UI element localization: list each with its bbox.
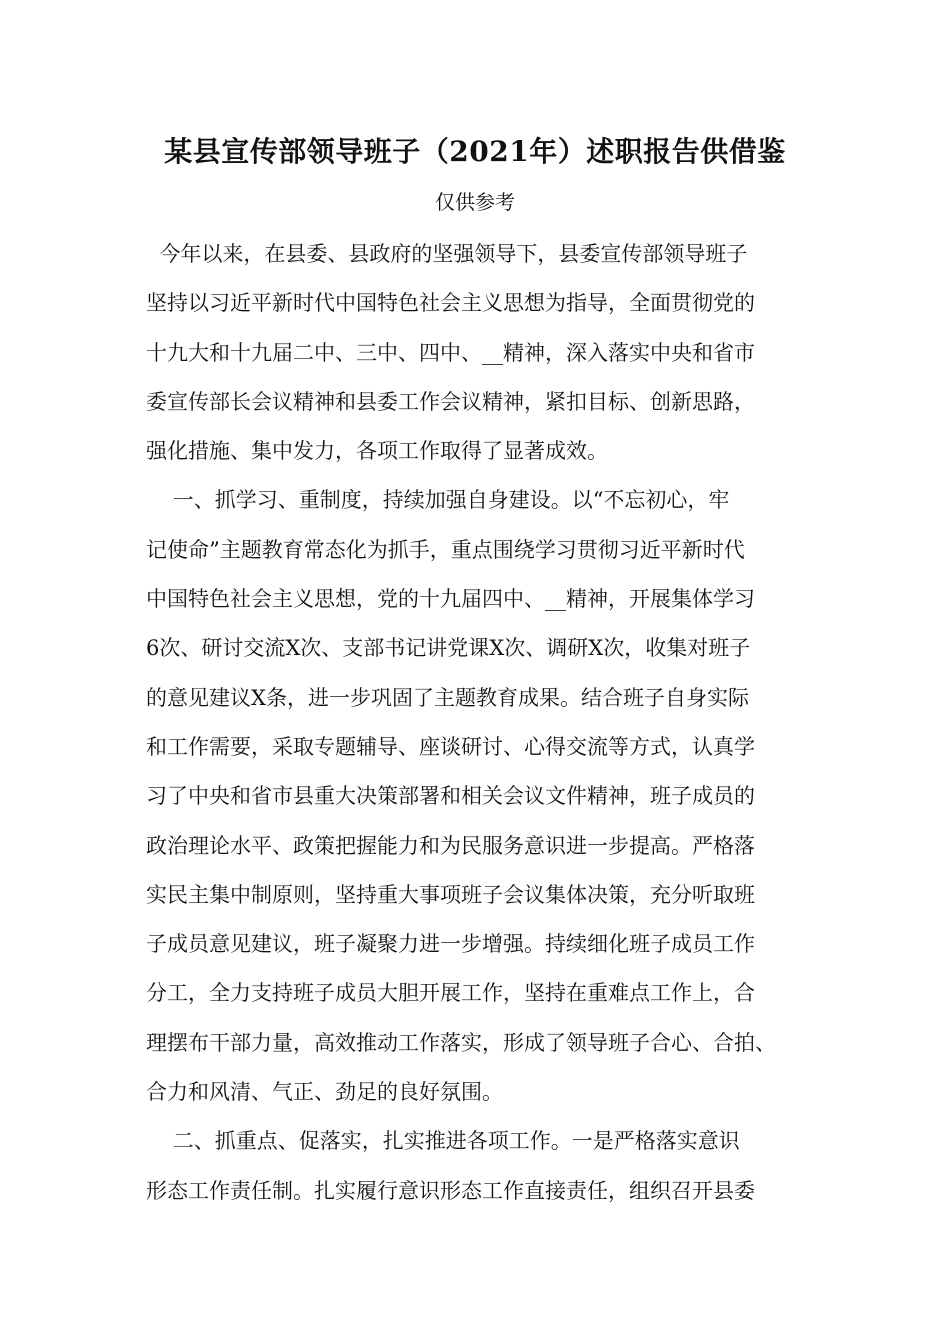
- text-line: 合力和风清、气正、劲足的良好氛围。: [146, 1080, 503, 1105]
- text-line: 分工，全力支持班子成员大胆开展工作，坚持在重难点工作上，合: [146, 981, 755, 1006]
- text-line: 实民主集中制原则，坚持重大事项班子会议集体决策，充分听取班: [146, 882, 755, 907]
- text-line: 今年以来，在县委、县政府的坚强领导下，县委宣传部领导班子: [146, 242, 748, 266]
- text-line: 十九大和十九届二中、三中、四中、__精神，深入落实中央和省市: [146, 340, 755, 365]
- text-line: 习了中央和省市县重大决策部署和相关会议文件精神，班子成员的: [146, 784, 755, 809]
- text-line: 6次、研讨交流X次、支部书记讲党课X次、调研X次，收集对班子: [146, 636, 751, 661]
- text-line: 二、抓重点、促落实，扎实推进各项工作。一是严格落实意识: [146, 1129, 740, 1154]
- text-line: 子成员意见建议，班子凝聚力进一步增强。持续细化班子成员工作: [146, 932, 755, 957]
- text-line: 形态工作责任制。扎实履行意识形态工作直接责任，组织召开县委: [146, 1178, 755, 1203]
- text-line: 强化措施、集中发力，各项工作取得了显著成效。: [146, 439, 608, 464]
- text-line: 委宣传部长会议精神和县委工作会议精神，紧扣目标、创新思路，: [146, 389, 755, 414]
- text-line: 一、抓学习、重制度，持续加强自身建设。以“不忘初心，牢: [146, 488, 730, 513]
- text-line: 的意见建议X条，进一步巩固了主题教育成果。结合班子自身实际: [146, 685, 749, 710]
- text-line: 政治理论水平、政策把握能力和为民服务意识进一步提高。严格落: [146, 833, 755, 858]
- document-subtitle: 仅供参考: [435, 190, 515, 214]
- document-body: [146, 230, 810, 1216]
- text-line: 坚持以习近平新时代中国特色社会主义思想为指导，全面贯彻党的: [146, 291, 755, 316]
- text-line: 记使命”主题教育常态化为抓手，重点围绕学习贯彻习近平新时代: [146, 537, 745, 562]
- text-line: 理摆布干部力量，高效推动工作落实，形成了领导班子合心、合拍、: [146, 1030, 776, 1055]
- text-line: 中国特色社会主义思想，党的十九届四中、__精神，开展集体学习: [146, 587, 755, 612]
- text-line: 和工作需要，采取专题辅导、座谈研讨、心得交流等方式，认真学: [146, 734, 755, 759]
- document-title: 某县宣传部领导班子（2021年）述职报告供借鉴: [164, 135, 786, 168]
